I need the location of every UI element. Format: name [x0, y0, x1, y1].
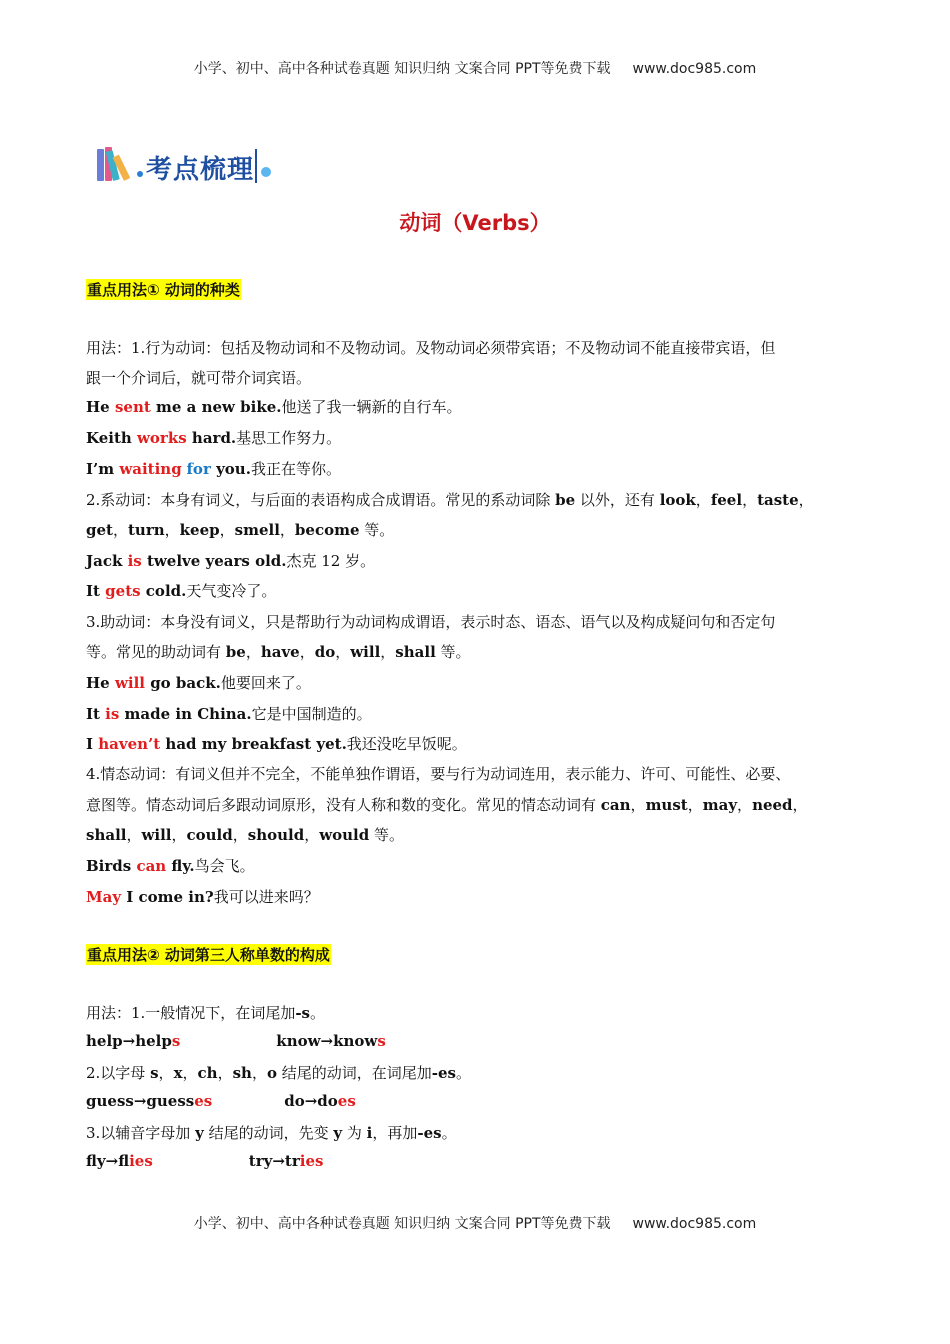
- section-heading-1: 重点用法① 动词的种类: [87, 281, 240, 299]
- page-footer: [0, 1213, 950, 1233]
- example-sentence: It gets cold.天气变冷了。: [86, 582, 277, 600]
- usage-text: shall，will，could，should，would 等。: [86, 826, 405, 844]
- usage-text: 等。常见的助动词有 be，have，do，will，shall 等。: [86, 643, 471, 661]
- example-sentence: Keith works hard.基思工作努力。: [86, 429, 342, 447]
- dot-icon: [261, 167, 271, 177]
- usage-text: get，turn，keep，smell，become 等。: [86, 521, 395, 539]
- usage-text: 2.以字母 s，x，ch，sh，o 结尾的动词，在词尾加-es。: [86, 1064, 471, 1082]
- page-header: [0, 58, 950, 78]
- example-sentence: He sent me a new bike.他送了我一辆新的自行车。: [86, 398, 462, 416]
- usage-text: 意图等。情态动词后多跟动词原形，没有人称和数的变化。常见的情态动词有 can，must，may，need，: [86, 796, 808, 814]
- usage-text: 跟一个介词后，就可带介词宾语。: [86, 369, 312, 387]
- example-sentence: He will go back.他要回来了。: [86, 674, 311, 692]
- footer-text: 小学、初中、高中各种试卷真题 知识归纳 文案合同 PPT等免费下载: [193, 1216, 611, 1232]
- example-sentence: Birds can fly.鸟会飞。: [86, 857, 255, 875]
- example-sentence: It is made in China.它是中国制造的。: [86, 705, 372, 723]
- usage-text: 4.情态动词：有词义但并不完全，不能单独作谓语，要与行为动词连用，表示能力、许可、可能性、必要、: [86, 765, 791, 783]
- usage-text: 3.以辅音字母加 y 结尾的动词，先变 y 为 i，再加-es。: [86, 1124, 457, 1142]
- example-words: fly→flies try→tries: [86, 1152, 324, 1170]
- example-sentence: May I come in?我可以进来吗？: [86, 888, 319, 906]
- logo: [97, 145, 297, 185]
- usage-text: 2.系动词：本身有词义，与后面的表语构成合成谓语。常见的系动词除 be 以外，还有 look，feel，taste，: [86, 491, 814, 509]
- usage-text: 用法：1.行为动词：包括及物动词和不及物动词。及物动词必须带宾语；不及物动词不能直接带宾语，但: [86, 339, 776, 357]
- example-sentence: I’m waiting for you.我正在等你。: [86, 460, 341, 478]
- example-words: help→helps know→knows: [86, 1032, 386, 1050]
- dot-icon: [137, 171, 143, 177]
- books-icon: [97, 147, 137, 181]
- page-title: 动词（Verbs）: [399, 211, 551, 235]
- footer-url[interactable]: www.doc985.com: [632, 1216, 757, 1232]
- cursor-bar: [255, 149, 257, 183]
- logo-text: 考点梳理: [146, 155, 255, 185]
- section-heading-2: 重点用法② 动词第三人称单数的构成: [87, 946, 330, 964]
- example-words: guess→guesses do→does: [86, 1092, 356, 1110]
- header-text: 小学、初中、高中各种试卷真题 知识归纳 文案合同 PPT等免费下载: [193, 61, 611, 77]
- header-url[interactable]: www.doc985.com: [632, 61, 757, 77]
- example-sentence: Jack is twelve years old.杰克 12 岁。: [86, 552, 376, 570]
- usage-text: 3.助动词：本身没有词义，只是帮助行为动词构成谓语，表示时态、语态、语气以及构成疑问句和否定句: [86, 613, 776, 631]
- example-sentence: I haven’t had my breakfast yet.我还没吃早饭呢。: [86, 735, 467, 753]
- usage-text: 用法：1.一般情况下，在词尾加-s。: [86, 1004, 326, 1022]
